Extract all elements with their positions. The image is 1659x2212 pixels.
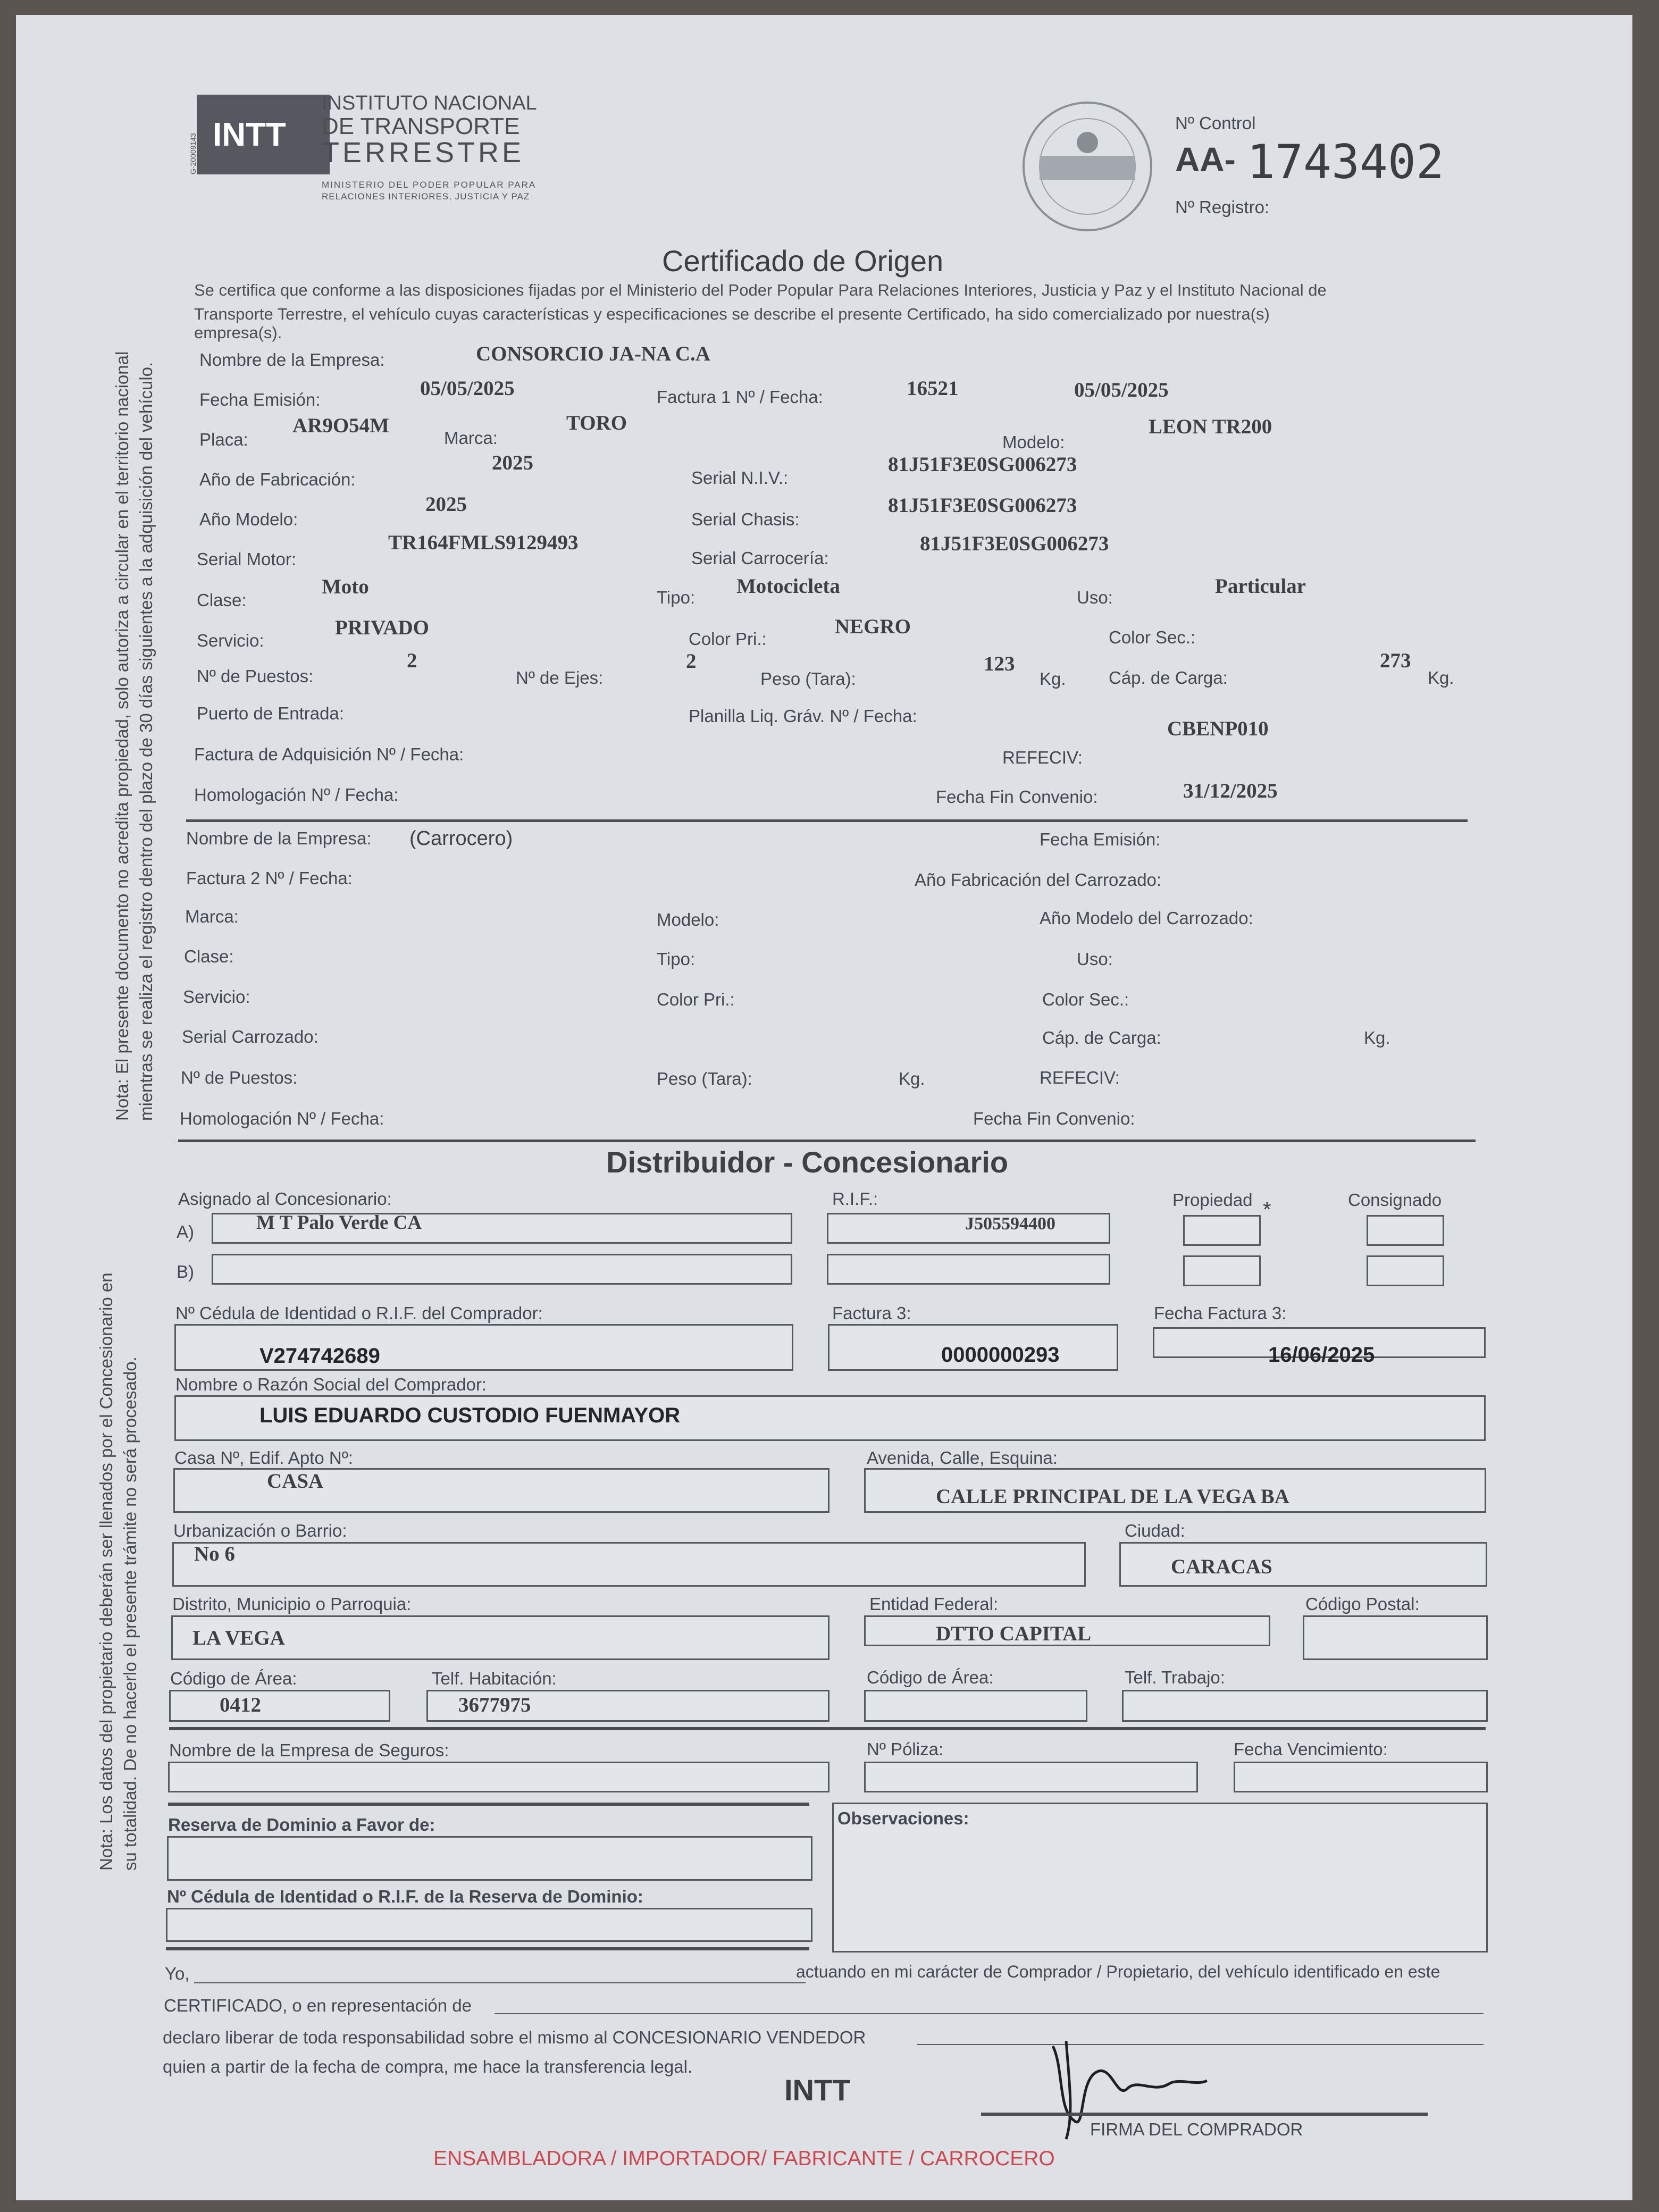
- declaration-line3-start: declaro liberar de toda responsabilidad sobre el mismo al CONCESIONARIO VENDEDOR: [163, 2027, 866, 2047]
- refeciv-label: REFECIV:: [1002, 748, 1083, 767]
- avenida-label: Avenida, Calle, Esquina:: [867, 1448, 1058, 1468]
- asignado-label: Asignado al Concesionario:: [178, 1189, 392, 1209]
- carrocero-serial: Serial Carrozado:: [182, 1027, 319, 1046]
- empresa-value: CONSORCIO JA-NA C.A: [476, 342, 710, 365]
- carrocero-clase: Clase:: [184, 946, 234, 966]
- footer-roles: ENSAMBLADORA / IMPORTADOR/ FABRICANTE / CARROCERO: [433, 2147, 1055, 2170]
- row-b-label: B): [177, 1262, 194, 1281]
- carrocero-peso-kg: Kg.: [899, 1069, 925, 1088]
- factura1-no: 16521: [907, 377, 959, 400]
- carrocero-homologacion: Homologación Nº / Fecha:: [180, 1109, 384, 1128]
- declaration-yo: Yo,: [165, 1964, 190, 1983]
- control-label: Nº Control: [1175, 113, 1256, 133]
- propiedad-asterisk: *: [1263, 1198, 1271, 1221]
- ci-reserva-label: Nº Cédula de Identidad o R.I.F. de la Reserva de Dominio:: [167, 1887, 643, 1906]
- urb-field[interactable]: [172, 1542, 1086, 1587]
- carrocero-marca: Marca:: [185, 907, 239, 926]
- side-note-lower-2: su totalidad. De no hacerlo el presente trámite no será procesado.: [120, 1356, 140, 1871]
- rif-b-field[interactable]: [827, 1254, 1110, 1285]
- distribuidor-title: Distribuidor - Concesionario: [606, 1145, 1009, 1179]
- control-prefix: AA-: [1175, 140, 1236, 179]
- declaration-representacion-line[interactable]: [495, 2013, 1484, 2014]
- declaration-line2-start: CERTIFICADO, o en representación de: [164, 1996, 472, 2015]
- homologacion-label: Homologación Nº / Fecha:: [194, 785, 399, 805]
- logo-abbr: INTT: [213, 116, 286, 153]
- color-pri-value: NEGRO: [835, 615, 911, 638]
- institute-line1: INSTITUTO NACIONAL: [322, 92, 537, 114]
- placa-value: AR9O54M: [292, 414, 389, 437]
- casa-value: CASA: [267, 1470, 324, 1493]
- refeciv-value: CBENP010: [1167, 717, 1269, 740]
- serial-carroceria-label: Serial Carrocería:: [691, 548, 829, 568]
- urb-label: Urbanización o Barrio:: [173, 1521, 347, 1540]
- certificate-page: [16, 15, 1632, 2200]
- carrocero-factura2: Factura 2 Nº / Fecha:: [186, 868, 353, 888]
- area2-field[interactable]: [864, 1690, 1087, 1722]
- factura1-label: Factura 1 Nº / Fecha:: [657, 387, 823, 407]
- uso-label: Uso:: [1077, 588, 1113, 607]
- carrocero-cap-carga: Cáp. de Carga:: [1042, 1028, 1161, 1048]
- vencimiento-label: Fecha Vencimiento:: [1234, 1739, 1388, 1759]
- declaration-line1-end: actuando en mi carácter de Comprador / Propietario, del vehículo identificado en este: [796, 1962, 1440, 1981]
- serial-niv-value: 81J51F3E0SG006273: [888, 453, 1077, 476]
- factura-adq-label: Factura de Adquisición Nº / Fecha:: [194, 744, 464, 764]
- fecha-fin-value: 31/12/2025: [1183, 780, 1278, 802]
- declaration-line4: quien a partir de la fecha de compra, me hace la transferencia legal.: [163, 2057, 693, 2076]
- reserva-bottom-divider: [166, 1947, 809, 1950]
- telf-trabajo-field[interactable]: [1122, 1690, 1488, 1722]
- puestos-label: Nº de Puestos:: [197, 666, 314, 686]
- carrocero-empresa-label: Nombre de la Empresa:: [186, 828, 372, 848]
- rif-label: R.I.F.:: [832, 1189, 878, 1209]
- serial-chasis-label: Serial Chasis:: [691, 509, 800, 529]
- carrocero-color-pri: Color Pri.:: [657, 990, 735, 1009]
- urb-value: No 6: [194, 1543, 235, 1565]
- official-seal-icon: [1018, 97, 1157, 236]
- carrocero-puestos: Nº de Puestos:: [181, 1068, 298, 1087]
- propiedad-label: Propiedad: [1172, 1190, 1253, 1210]
- color-pri-label: Color Pri.:: [689, 629, 767, 649]
- fecha-emision-value: 05/05/2025: [420, 377, 515, 400]
- puerto-label: Puerto de Entrada:: [197, 703, 345, 723]
- tipo-value: Motocicleta: [736, 575, 840, 598]
- peso-kg: Kg.: [1040, 669, 1066, 689]
- ministry-line2: RELACIONES INTERIORES, JUSTICIA Y PAZ: [322, 191, 530, 202]
- postal-label: Código Postal:: [1305, 1594, 1420, 1614]
- serial-carroceria-value: 81J51F3E0SG006273: [920, 532, 1109, 555]
- consignado-label: Consignado: [1348, 1190, 1442, 1210]
- reserva-divider: [168, 1803, 809, 1806]
- side-note-upper-1: Nota: El presente documento no acredita propiedad, solo autoriza a circular en el territorio nacional: [112, 351, 132, 1121]
- fecha-factura3-value: 16/06/2025: [1268, 1343, 1375, 1367]
- institute-line2: DE TRANSPORTE: [322, 113, 520, 139]
- footer-intt: INTT: [784, 2073, 851, 2107]
- carrocero-refeciv: REFECIV:: [1040, 1068, 1120, 1087]
- seguros-field[interactable]: [168, 1762, 830, 1792]
- serial-niv-label: Serial N.I.V.:: [691, 468, 789, 488]
- carrocero-uso: Uso:: [1077, 949, 1113, 969]
- factura1-fecha: 05/05/2025: [1074, 379, 1169, 401]
- area-field[interactable]: [169, 1690, 390, 1722]
- consignado-b-checkbox[interactable]: [1367, 1255, 1444, 1286]
- postal-field[interactable]: [1303, 1615, 1488, 1660]
- carrocero-peso: Peso (Tara):: [657, 1069, 752, 1088]
- poliza-label: Nº Póliza:: [867, 1739, 944, 1759]
- vencimiento-field[interactable]: [1234, 1762, 1488, 1792]
- factura3-label: Factura 3:: [832, 1303, 911, 1323]
- logo-code: G-20009143: [189, 133, 197, 174]
- institute-line3: TERRESTRE: [322, 137, 525, 169]
- nombre-label: Nombre o Razón Social del Comprador:: [175, 1375, 487, 1394]
- carrocero-cap-kg: Kg.: [1364, 1028, 1390, 1048]
- declaration-name-line[interactable]: [194, 1982, 806, 1983]
- ejes-value: 2: [686, 650, 697, 673]
- reserva-field[interactable]: [167, 1836, 812, 1881]
- area-value: 0412: [220, 1694, 261, 1716]
- section-divider-2: [178, 1139, 1476, 1142]
- carrocero-color-sec: Color Sec.:: [1042, 990, 1129, 1009]
- ciudad-label: Ciudad:: [1125, 1521, 1185, 1540]
- marca-value: TORO: [566, 412, 627, 434]
- propiedad-b-checkbox[interactable]: [1183, 1255, 1261, 1286]
- area-label: Código de Área:: [170, 1669, 297, 1688]
- cap-carga-kg: Kg.: [1428, 668, 1454, 688]
- anio-modelo-value: 2025: [425, 493, 467, 516]
- telf-hab-label: Telf. Habitación:: [432, 1669, 557, 1688]
- anio-fab-label: Año de Fabricación:: [199, 470, 356, 489]
- puestos-value: 2: [407, 649, 417, 672]
- propiedad-a-checkbox[interactable]: [1183, 1215, 1261, 1246]
- signature-line[interactable]: [981, 2113, 1428, 2116]
- consignado-a-checkbox[interactable]: [1367, 1215, 1444, 1246]
- reserva-label: Reserva de Dominio a Favor de:: [168, 1815, 435, 1834]
- section-divider-1: [186, 819, 1468, 822]
- planilla-label: Planilla Liq. Gráv. Nº / Fecha:: [689, 706, 917, 726]
- serial-motor-label: Serial Motor:: [197, 549, 297, 569]
- firma-label: FIRMA DEL COMPRADOR: [1090, 2119, 1303, 2139]
- rif-a-value: J505594400: [965, 1214, 1055, 1234]
- concesionario-a-value: M T Palo Verde CA: [256, 1212, 422, 1234]
- seguros-label: Nombre de la Empresa de Seguros:: [169, 1740, 449, 1760]
- fecha-factura3-label: Fecha Factura 3:: [1154, 1303, 1287, 1323]
- ministry-line1: MINISTERIO DEL PODER POPULAR PARA: [322, 180, 537, 190]
- ejes-label: Nº de Ejes:: [516, 668, 604, 688]
- ci-reserva-field[interactable]: [166, 1908, 812, 1942]
- ci-label: Nº Cédula de Identidad o R.I.F. del Comprador:: [175, 1303, 543, 1323]
- anio-fab-value: 2025: [492, 451, 533, 474]
- distrito-value: LA VEGA: [192, 1627, 285, 1649]
- placa-label: Placa:: [199, 430, 248, 449]
- cap-carga-label: Cáp. de Carga:: [1109, 668, 1228, 688]
- page-title: Certificado de Origen: [662, 244, 944, 278]
- serial-chasis-value: 81J51F3E0SG006273: [888, 494, 1077, 517]
- clase-value: Moto: [322, 575, 369, 598]
- carrocero-fecha-fin: Fecha Fin Convenio:: [973, 1109, 1135, 1128]
- entidad-label: Entidad Federal:: [869, 1594, 999, 1614]
- carrocero-servicio: Servicio:: [183, 987, 250, 1007]
- distrito-label: Distrito, Municipio o Parroquia:: [172, 1594, 412, 1614]
- control-number: 1743402: [1247, 135, 1444, 189]
- cap-carga-value: 273: [1380, 649, 1411, 672]
- peso-value: 123: [984, 652, 1015, 675]
- uso-value: Particular: [1215, 575, 1306, 598]
- avenida-value: CALLE PRINCIPAL DE LA VEGA BA: [936, 1485, 1289, 1508]
- intt-logo: [197, 95, 330, 174]
- anio-modelo-label: Año Modelo:: [199, 509, 298, 529]
- factura3-value: 0000000293: [941, 1343, 1060, 1367]
- intro-line1: Se certifica que conforme a las disposiciones fijadas por el Ministerio del Poder Popular Para Relaciones Interiores, Justicia y Paz y el Instituto Nacional de: [194, 281, 1327, 299]
- modelo-value: LEON TR200: [1149, 415, 1272, 438]
- carrocero-modelo: Modelo:: [657, 910, 719, 929]
- clase-label: Clase:: [197, 590, 247, 610]
- carrocero-tipo: Tipo:: [657, 949, 696, 969]
- area2-label: Código de Área:: [867, 1668, 994, 1687]
- ci-value: V274742689: [259, 1344, 380, 1368]
- section-divider-3: [169, 1727, 1486, 1730]
- carrocero-anio-modelo: Año Modelo del Carrozado:: [1040, 908, 1253, 928]
- tipo-label: Tipo:: [657, 588, 696, 607]
- modelo-label: Modelo:: [1002, 432, 1065, 452]
- carrocero-hint: (Carrocero): [409, 827, 513, 850]
- side-note-upper-2: mientras se realiza el registro dentro del plazo de 30 días siguientes a la adquisición del vehículo.: [136, 362, 156, 1121]
- ciudad-value: CARACAS: [1171, 1555, 1272, 1578]
- color-sec-label: Color Sec.:: [1109, 627, 1196, 647]
- side-note-lower-1: Nota: Los datos del propietario deberán ser llenados por el Concesionario en: [96, 1272, 116, 1871]
- observaciones-label: Observaciones:: [837, 1808, 969, 1828]
- entidad-value: DTTO CAPITAL: [936, 1622, 1092, 1645]
- fecha-fin-label: Fecha Fin Convenio:: [936, 787, 1098, 807]
- telf-trabajo-label: Telf. Trabajo:: [1125, 1668, 1225, 1687]
- registro-label: Nº Registro:: [1175, 197, 1270, 217]
- poliza-field[interactable]: [864, 1762, 1198, 1792]
- telf-hab-value: 3677975: [458, 1694, 531, 1716]
- intro-line2: Transporte Terrestre, el vehículo cuyas características y especificaciones se describe el presente Certificado, ha sido comercializado por nuestra(s): [194, 305, 1270, 323]
- row-a-label: A): [177, 1222, 194, 1242]
- servicio-value: PRIVADO: [335, 616, 429, 639]
- fecha-emision-label: Fecha Emisión:: [199, 390, 321, 409]
- marca-label: Marca:: [444, 428, 498, 448]
- empresa-label: Nombre de la Empresa:: [199, 350, 385, 370]
- peso-label: Peso (Tara):: [760, 669, 856, 689]
- carrocero-fecha-emision: Fecha Emisión:: [1040, 830, 1161, 849]
- servicio-label: Servicio:: [197, 631, 264, 650]
- carrocero-anio-fab: Año Fabricación del Carrozado:: [915, 870, 1162, 890]
- intro-line3: empresa(s).: [194, 323, 282, 342]
- casa-label: Casa Nº, Edif. Apto Nº:: [174, 1448, 353, 1468]
- nombre-value: LUIS EDUARDO CUSTODIO FUENMAYOR: [259, 1404, 681, 1427]
- serial-motor-value: TR164FMLS9129493: [388, 531, 579, 554]
- concesionario-b-field[interactable]: [212, 1254, 792, 1285]
